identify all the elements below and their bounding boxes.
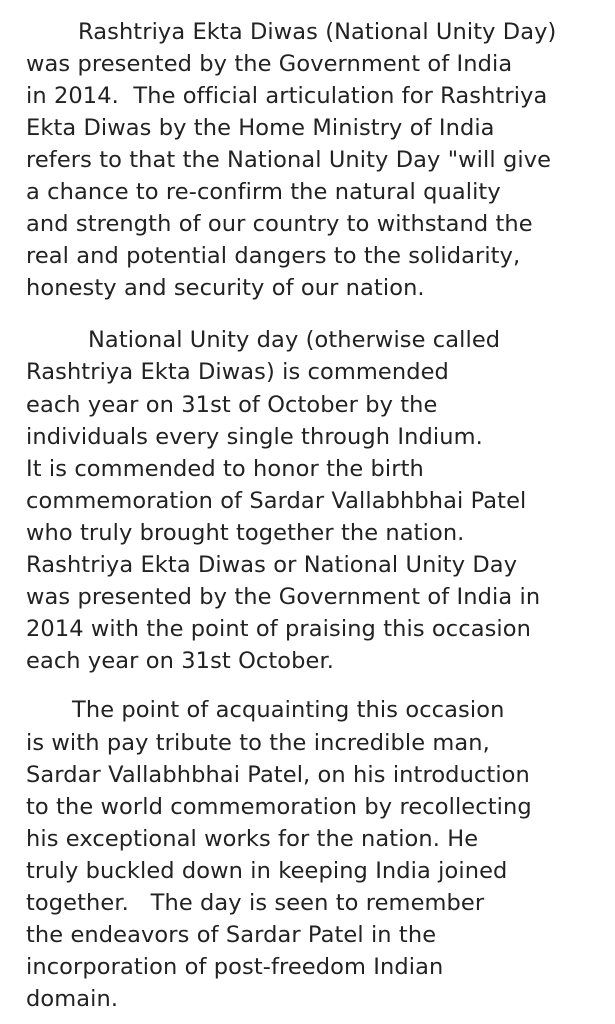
text-line: each year on 31st of October by the (26, 392, 438, 418)
text-line: refers to that the National Unity Day "will give (26, 147, 552, 173)
text-line: Rashtriya Ekta Diwas) is commended (26, 359, 449, 385)
text-line: each year on 31st October. (26, 648, 334, 674)
text-line: National Unity day (otherwise called (88, 327, 501, 353)
text-line: incorporation of post-freedom Indian (26, 954, 444, 980)
text-line: commemoration of Sardar Vallabhbhai Patel (26, 488, 527, 514)
text-line: was presented by the Government of India in (26, 584, 541, 610)
text-line: real and potential dangers to the solidarity, (26, 243, 521, 269)
text-line: a chance to re-confirm the natural quality (26, 179, 501, 205)
text-line: Rashtriya Ekta Diwas or National Unity Day (26, 552, 518, 578)
text-line: The point of acquainting this occasion (72, 697, 505, 723)
text-line: honesty and security of our nation. (26, 275, 425, 301)
text-line: was presented by the Government of India (26, 51, 513, 77)
text-line: who truly brought together the nation. (26, 520, 465, 546)
text-line: It is commended to honor the birth (26, 456, 424, 482)
text-line: is with pay tribute to the incredible man, (26, 730, 490, 756)
text-line: in 2014. The official articulation for Rashtriya (26, 83, 548, 109)
text-line: the endeavors of Sardar Patel in the (26, 922, 437, 948)
text-line: together. The day is seen to remember (26, 890, 485, 916)
text-line: Ekta Diwas by the Home Ministry of India (26, 115, 495, 141)
text-line: to the world commemoration by recollecting (26, 794, 532, 820)
text-line: individuals every single through Indium. (26, 424, 483, 450)
text-line: his exceptional works for the nation. He (26, 826, 479, 852)
text-line: Rashtriya Ekta Diwas (National Unity Day) (78, 19, 557, 45)
text-line: truly buckled down in keeping India joined (26, 858, 508, 884)
text-line: 2014 with the point of praising this occasion (26, 616, 531, 642)
text-line: Sardar Vallabhbhai Patel, on his introduction (26, 762, 530, 788)
text-line: domain. (26, 986, 119, 1012)
text-line: and strength of our country to withstand the (26, 211, 533, 237)
